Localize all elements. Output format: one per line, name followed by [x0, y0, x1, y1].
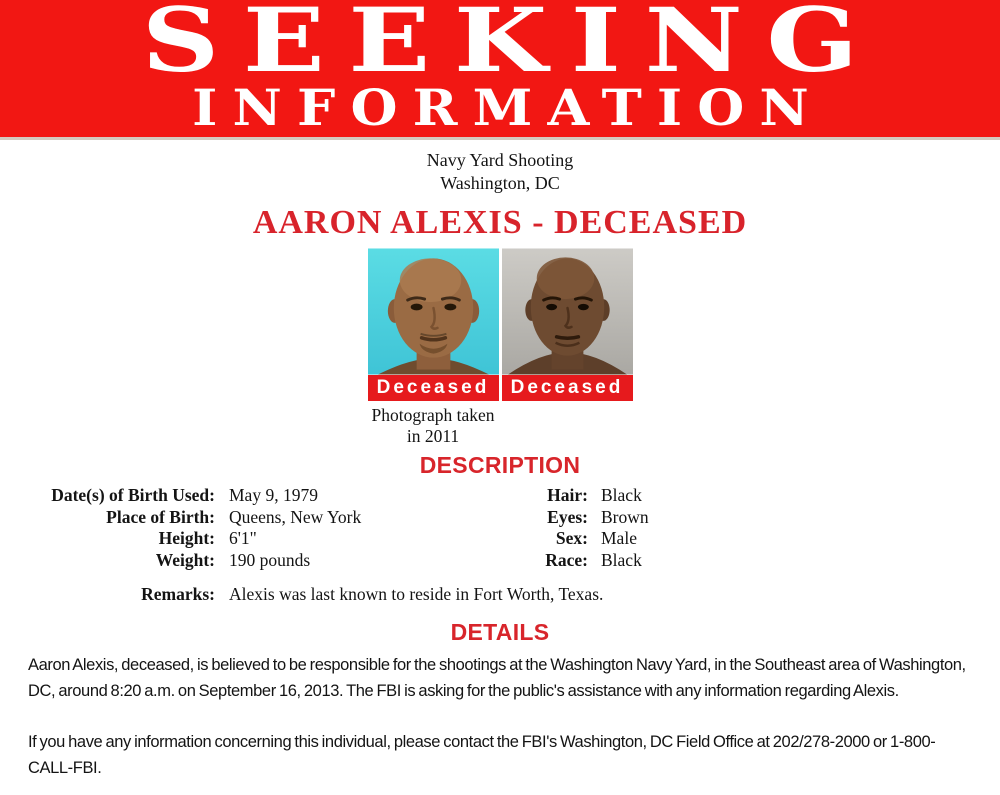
field-remarks — [0, 583, 1000, 605]
photo-caption — [368, 405, 499, 447]
field-label: Date(s) of Birth Used: — [51, 485, 215, 505]
field-label: Place of Birth: — [106, 506, 215, 527]
field-sex — [500, 528, 1000, 550]
description-heading: DESCRIPTION — [419, 452, 581, 478]
poster-masthead — [0, 0, 1000, 140]
description-fields — [0, 485, 1000, 571]
remarks-label: Remarks: — [141, 584, 215, 604]
field-label: Weight: — [155, 549, 215, 570]
details-heading: DETAILS — [450, 619, 550, 645]
subject-title: AARON ALEXIS - DECEASED — [252, 204, 748, 241]
description-left-column — [0, 485, 500, 571]
field-weight — [0, 550, 500, 572]
photo-section — [0, 248, 1000, 447]
field-dob — [0, 485, 500, 507]
deceased-label: Deceased — [376, 377, 490, 398]
license-photo-image — [368, 248, 499, 375]
mugshot-photo-image — [502, 248, 633, 375]
field-place-of-birth — [0, 507, 500, 529]
case-name: Navy Yard Shooting — [426, 150, 574, 170]
field-label: Hair: — [547, 485, 588, 505]
deceased-status-banner — [502, 375, 633, 401]
field-value: Male — [601, 528, 637, 548]
field-height — [0, 528, 500, 550]
field-label: Height: — [158, 528, 215, 548]
photo-card-mugshot — [502, 248, 633, 401]
photo-card-license — [368, 248, 499, 401]
field-value: 190 pounds — [229, 549, 311, 570]
remarks-value: Alexis was last known to reside in Fort Worth, Texas. — [229, 584, 604, 604]
field-value: Black — [601, 485, 642, 505]
masthead-seeking-text: SEEKING — [141, 0, 882, 93]
field-label: Sex: — [555, 528, 588, 548]
deceased-status-banner — [368, 375, 499, 401]
field-value: 6'1" — [229, 528, 257, 548]
case-location: Washington, DC — [440, 173, 560, 193]
deceased-label: Deceased — [510, 377, 624, 398]
field-value: Black — [601, 549, 642, 570]
field-value: May 9, 1979 — [229, 485, 318, 505]
contact-paragraph: If you have any information concerning this individual, please contact the FBI's Washington, DC Field Office at 202/278-2000 or 1-800-CALL-FBI. — [28, 733, 936, 777]
field-eyes — [500, 507, 1000, 529]
field-race — [500, 550, 1000, 572]
photo-caption-line2: in 2011 — [406, 426, 460, 446]
field-value: Queens, New York — [229, 506, 362, 527]
field-label: Race: — [545, 549, 588, 570]
description-right-column — [500, 485, 1000, 571]
masthead-information-text: INFORMATION — [191, 77, 824, 137]
case-header — [0, 149, 1000, 195]
details-paragraph: Aaron Alexis, deceased, is believed to be responsible for the shootings at the Washington Navy Yard, in the Southeast area of Washington, DC, around 8:20 a.m. on September 16, 2013. The FBI is asking for the public's assistance with any information regarding Alexis. — [28, 656, 966, 700]
field-hair — [500, 485, 1000, 507]
photo-caption-line1: Photograph taken — [371, 405, 495, 425]
field-label: Eyes: — [547, 506, 588, 527]
field-value: Brown — [601, 506, 649, 527]
